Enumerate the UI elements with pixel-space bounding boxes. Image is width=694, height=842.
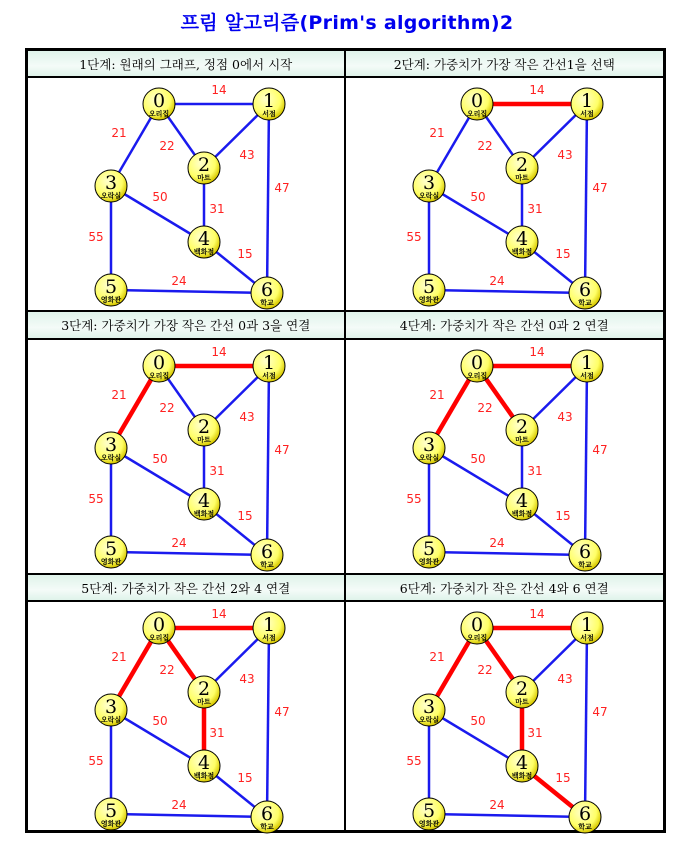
svg-text:영화관: 영화관 bbox=[418, 296, 439, 304]
svg-text:학교: 학교 bbox=[577, 823, 592, 831]
svg-text:3: 3 bbox=[422, 696, 435, 718]
edge-weight-label: 24 bbox=[171, 274, 187, 288]
edge-weight-label: 21 bbox=[428, 388, 445, 402]
node-1 bbox=[253, 612, 285, 644]
svg-text:오리집: 오리집 bbox=[148, 634, 170, 642]
edge-1-6 bbox=[585, 628, 587, 817]
edge-weight-label: 47 bbox=[591, 443, 608, 457]
svg-text:3: 3 bbox=[104, 434, 118, 456]
edge-weight-label: 55 bbox=[88, 230, 104, 244]
edge-weight-label: 55 bbox=[405, 492, 422, 506]
edge-1-6 bbox=[585, 366, 587, 555]
svg-text:1: 1 bbox=[580, 614, 593, 636]
edge-weight-label: 21 bbox=[428, 650, 445, 664]
node-1 bbox=[253, 350, 285, 382]
node-0 bbox=[461, 88, 493, 120]
svg-text:3: 3 bbox=[104, 696, 118, 718]
svg-text:백화점: 백화점 bbox=[511, 510, 532, 518]
svg-text:3: 3 bbox=[104, 172, 118, 194]
edge-weight-label: 31 bbox=[209, 726, 225, 740]
edge-weight-label: 47 bbox=[591, 181, 608, 195]
edge-5-6 bbox=[111, 552, 267, 555]
edge-weight-label: 14 bbox=[528, 345, 545, 359]
svg-text:2: 2 bbox=[197, 678, 211, 700]
svg-text:학교: 학교 bbox=[260, 299, 274, 307]
svg-text:4: 4 bbox=[515, 752, 528, 774]
step-1-graph bbox=[28, 78, 346, 312]
node-5 bbox=[413, 274, 445, 306]
node-4 bbox=[188, 488, 220, 520]
edge-weight-label: 22 bbox=[159, 139, 175, 153]
svg-text:영화관: 영화관 bbox=[100, 296, 122, 304]
edge-1-6 bbox=[267, 366, 269, 555]
edge-weight-label: 22 bbox=[476, 139, 493, 153]
edge-weight-label: 31 bbox=[209, 464, 225, 478]
node-6 bbox=[569, 539, 601, 571]
svg-text:6: 6 bbox=[578, 541, 591, 563]
edge-weight-label: 43 bbox=[239, 672, 255, 686]
step-5-graph bbox=[28, 602, 346, 830]
steps-table bbox=[25, 48, 666, 833]
edge-weight-label: 50 bbox=[152, 452, 168, 466]
svg-text:학교: 학교 bbox=[260, 561, 274, 569]
svg-text:오리집: 오리집 bbox=[148, 372, 170, 380]
svg-text:마트: 마트 bbox=[514, 698, 529, 706]
node-5 bbox=[95, 274, 127, 306]
edge-weight-label: 15 bbox=[554, 509, 571, 523]
edge-weight-label: 21 bbox=[111, 388, 127, 402]
edge-weight-label: 15 bbox=[554, 247, 571, 261]
svg-text:0: 0 bbox=[470, 90, 483, 112]
edge-weight-label: 55 bbox=[405, 230, 422, 244]
svg-text:마트: 마트 bbox=[197, 174, 211, 182]
edge-weight-label: 15 bbox=[554, 771, 571, 785]
edge-weight-label: 47 bbox=[274, 181, 290, 195]
node-3 bbox=[95, 170, 127, 202]
edge-weight-label: 50 bbox=[469, 452, 486, 466]
edge-1-6 bbox=[585, 104, 587, 293]
step-4-header: 4단계: 가중치가 작은 간선 0과 2 연결 bbox=[346, 312, 664, 340]
svg-text:1: 1 bbox=[262, 352, 276, 374]
edge-weight-label: 50 bbox=[152, 190, 168, 204]
edge-weight-label: 15 bbox=[237, 771, 253, 785]
edge-weight-label: 22 bbox=[159, 663, 175, 677]
node-2 bbox=[506, 676, 538, 708]
edge-weight-label: 22 bbox=[476, 401, 493, 415]
svg-text:백화점: 백화점 bbox=[193, 248, 215, 256]
svg-text:6: 6 bbox=[260, 279, 274, 301]
svg-text:학교: 학교 bbox=[260, 823, 274, 831]
svg-text:1: 1 bbox=[580, 352, 593, 374]
svg-text:마트: 마트 bbox=[197, 698, 211, 706]
node-1 bbox=[253, 88, 285, 120]
svg-text:백화점: 백화점 bbox=[193, 772, 215, 780]
edge-weight-label: 15 bbox=[237, 247, 253, 261]
node-2 bbox=[188, 676, 220, 708]
node-0 bbox=[461, 612, 493, 644]
edge-weight-label: 24 bbox=[488, 274, 505, 288]
step-4-graph bbox=[346, 340, 664, 575]
edge-weight-label: 55 bbox=[405, 754, 422, 768]
node-4 bbox=[506, 750, 538, 782]
svg-text:1: 1 bbox=[580, 90, 593, 112]
edge-weight-label: 43 bbox=[556, 148, 573, 162]
svg-text:4: 4 bbox=[197, 752, 211, 774]
edge-weight-label: 31 bbox=[209, 202, 225, 216]
edge-weight-label: 50 bbox=[469, 190, 486, 204]
svg-text:오락실: 오락실 bbox=[418, 454, 439, 462]
svg-text:0: 0 bbox=[152, 614, 166, 636]
edge-1-6 bbox=[267, 104, 269, 293]
step-3-header: 3단계: 가중치가 가장 작은 간선 0과 3을 연결 bbox=[28, 312, 346, 340]
node-0 bbox=[143, 350, 175, 382]
svg-text:백화점: 백화점 bbox=[511, 248, 532, 256]
node-5 bbox=[413, 798, 445, 830]
svg-text:오락실: 오락실 bbox=[418, 716, 439, 724]
svg-text:백화점: 백화점 bbox=[193, 510, 215, 518]
edge-1-6 bbox=[267, 628, 269, 817]
svg-text:0: 0 bbox=[152, 90, 166, 112]
edge-weight-label: 31 bbox=[526, 726, 543, 740]
node-1 bbox=[571, 612, 603, 644]
svg-text:서점: 서점 bbox=[579, 110, 594, 118]
edge-5-6 bbox=[429, 552, 585, 555]
node-2 bbox=[506, 414, 538, 446]
edge-weight-label: 24 bbox=[171, 536, 187, 550]
svg-text:4: 4 bbox=[515, 490, 528, 512]
svg-text:마트: 마트 bbox=[514, 174, 529, 182]
edge-weight-label: 50 bbox=[152, 714, 168, 728]
svg-text:오리집: 오리집 bbox=[466, 110, 487, 118]
svg-text:5: 5 bbox=[422, 538, 435, 560]
edge-weight-label: 55 bbox=[88, 754, 104, 768]
step-3-graph bbox=[28, 340, 346, 575]
edge-weight-label: 43 bbox=[239, 148, 255, 162]
svg-text:4: 4 bbox=[197, 490, 211, 512]
edge-weight-label: 43 bbox=[556, 410, 573, 424]
svg-text:5: 5 bbox=[104, 800, 118, 822]
node-1 bbox=[571, 88, 603, 120]
svg-text:오리집: 오리집 bbox=[148, 110, 170, 118]
node-1 bbox=[571, 350, 603, 382]
edge-weight-label: 47 bbox=[274, 705, 290, 719]
node-3 bbox=[413, 170, 445, 202]
svg-text:3: 3 bbox=[422, 172, 435, 194]
edge-weight-label: 43 bbox=[556, 672, 573, 686]
edge-weight-label: 21 bbox=[111, 126, 127, 140]
edge-5-6 bbox=[111, 290, 267, 293]
svg-text:2: 2 bbox=[197, 416, 211, 438]
svg-text:오락실: 오락실 bbox=[100, 716, 122, 724]
edge-weight-label: 24 bbox=[488, 798, 505, 812]
svg-text:서점: 서점 bbox=[579, 372, 594, 380]
svg-text:오리집: 오리집 bbox=[466, 634, 487, 642]
svg-text:마트: 마트 bbox=[197, 436, 211, 444]
svg-text:오락실: 오락실 bbox=[418, 192, 439, 200]
step-2-header: 2단계: 가중치가 가장 작은 간선1을 선택 bbox=[346, 51, 664, 78]
node-6 bbox=[569, 277, 601, 309]
node-0 bbox=[143, 612, 175, 644]
node-4 bbox=[506, 488, 538, 520]
edge-weight-label: 14 bbox=[528, 83, 545, 97]
node-6 bbox=[251, 539, 283, 571]
node-4 bbox=[506, 226, 538, 258]
node-4 bbox=[188, 226, 220, 258]
edge-weight-label: 14 bbox=[211, 345, 227, 359]
edge-weight-label: 21 bbox=[428, 126, 445, 140]
svg-text:영화관: 영화관 bbox=[418, 558, 439, 566]
svg-text:1: 1 bbox=[262, 614, 276, 636]
node-0 bbox=[143, 88, 175, 120]
edge-weight-label: 47 bbox=[274, 443, 290, 457]
edge-weight-label: 14 bbox=[528, 607, 545, 621]
edge-weight-label: 21 bbox=[111, 650, 127, 664]
svg-text:서점: 서점 bbox=[262, 634, 276, 642]
svg-text:5: 5 bbox=[104, 276, 118, 298]
edge-weight-label: 31 bbox=[526, 202, 543, 216]
svg-text:2: 2 bbox=[515, 416, 528, 438]
edge-weight-label: 24 bbox=[488, 536, 505, 550]
edge-5-6 bbox=[429, 290, 585, 293]
svg-text:0: 0 bbox=[470, 352, 483, 374]
edge-weight-label: 14 bbox=[211, 607, 227, 621]
svg-text:6: 6 bbox=[260, 803, 274, 825]
edge-weight-label: 22 bbox=[159, 401, 175, 415]
svg-text:서점: 서점 bbox=[579, 634, 594, 642]
svg-text:오리집: 오리집 bbox=[466, 372, 487, 380]
edge-weight-label: 22 bbox=[476, 663, 493, 677]
node-0 bbox=[461, 350, 493, 382]
svg-text:마트: 마트 bbox=[514, 436, 529, 444]
edge-weight-label: 31 bbox=[526, 464, 543, 478]
svg-text:5: 5 bbox=[104, 538, 118, 560]
edge-weight-label: 47 bbox=[591, 705, 608, 719]
svg-text:서점: 서점 bbox=[262, 372, 276, 380]
node-5 bbox=[95, 536, 127, 568]
svg-text:학교: 학교 bbox=[577, 299, 592, 307]
svg-text:4: 4 bbox=[197, 228, 211, 250]
edge-5-6 bbox=[429, 814, 585, 817]
edge-weight-label: 24 bbox=[171, 798, 187, 812]
edge-weight-label: 14 bbox=[211, 83, 227, 97]
node-3 bbox=[95, 432, 127, 464]
svg-text:학교: 학교 bbox=[577, 561, 592, 569]
edge-weight-label: 55 bbox=[88, 492, 104, 506]
svg-text:2: 2 bbox=[197, 154, 211, 176]
svg-text:서점: 서점 bbox=[262, 110, 276, 118]
svg-text:2: 2 bbox=[515, 678, 528, 700]
edge-weight-label: 15 bbox=[237, 509, 253, 523]
edge-weight-label: 43 bbox=[239, 410, 255, 424]
svg-text:4: 4 bbox=[515, 228, 528, 250]
node-3 bbox=[413, 432, 445, 464]
svg-text:6: 6 bbox=[578, 279, 591, 301]
svg-text:백화점: 백화점 bbox=[511, 772, 532, 780]
svg-text:2: 2 bbox=[515, 154, 528, 176]
node-6 bbox=[251, 801, 283, 833]
node-2 bbox=[188, 152, 220, 184]
node-4 bbox=[188, 750, 220, 782]
step-2-graph bbox=[346, 78, 664, 312]
svg-text:0: 0 bbox=[152, 352, 166, 374]
node-5 bbox=[95, 798, 127, 830]
page-title: 프림 알고리즘(Prim's algorithm)2 bbox=[180, 12, 514, 34]
svg-text:5: 5 bbox=[422, 276, 435, 298]
node-6 bbox=[251, 277, 283, 309]
step-6-header: 6단계: 가중치가 작은 간선 4와 6 연결 bbox=[346, 575, 664, 602]
svg-text:6: 6 bbox=[260, 541, 274, 563]
node-2 bbox=[188, 414, 220, 446]
node-5 bbox=[413, 536, 445, 568]
svg-text:영화관: 영화관 bbox=[100, 558, 122, 566]
step-1-header: 1단계: 원래의 그래프, 정점 0에서 시작 bbox=[28, 51, 346, 78]
step-6-graph bbox=[346, 602, 664, 830]
svg-text:0: 0 bbox=[470, 614, 483, 636]
svg-text:오락실: 오락실 bbox=[100, 192, 122, 200]
node-3 bbox=[95, 694, 127, 726]
svg-text:1: 1 bbox=[262, 90, 276, 112]
edge-5-6 bbox=[111, 814, 267, 817]
node-2 bbox=[506, 152, 538, 184]
step-5-header: 5단계: 가중치가 작은 간선 2와 4 연결 bbox=[28, 575, 346, 602]
svg-text:6: 6 bbox=[578, 803, 591, 825]
svg-text:영화관: 영화관 bbox=[418, 820, 439, 828]
svg-text:3: 3 bbox=[422, 434, 435, 456]
svg-text:영화관: 영화관 bbox=[100, 820, 122, 828]
svg-text:5: 5 bbox=[422, 800, 435, 822]
node-6 bbox=[569, 801, 601, 833]
node-3 bbox=[413, 694, 445, 726]
svg-text:오락실: 오락실 bbox=[100, 454, 122, 462]
edge-weight-label: 50 bbox=[469, 714, 486, 728]
